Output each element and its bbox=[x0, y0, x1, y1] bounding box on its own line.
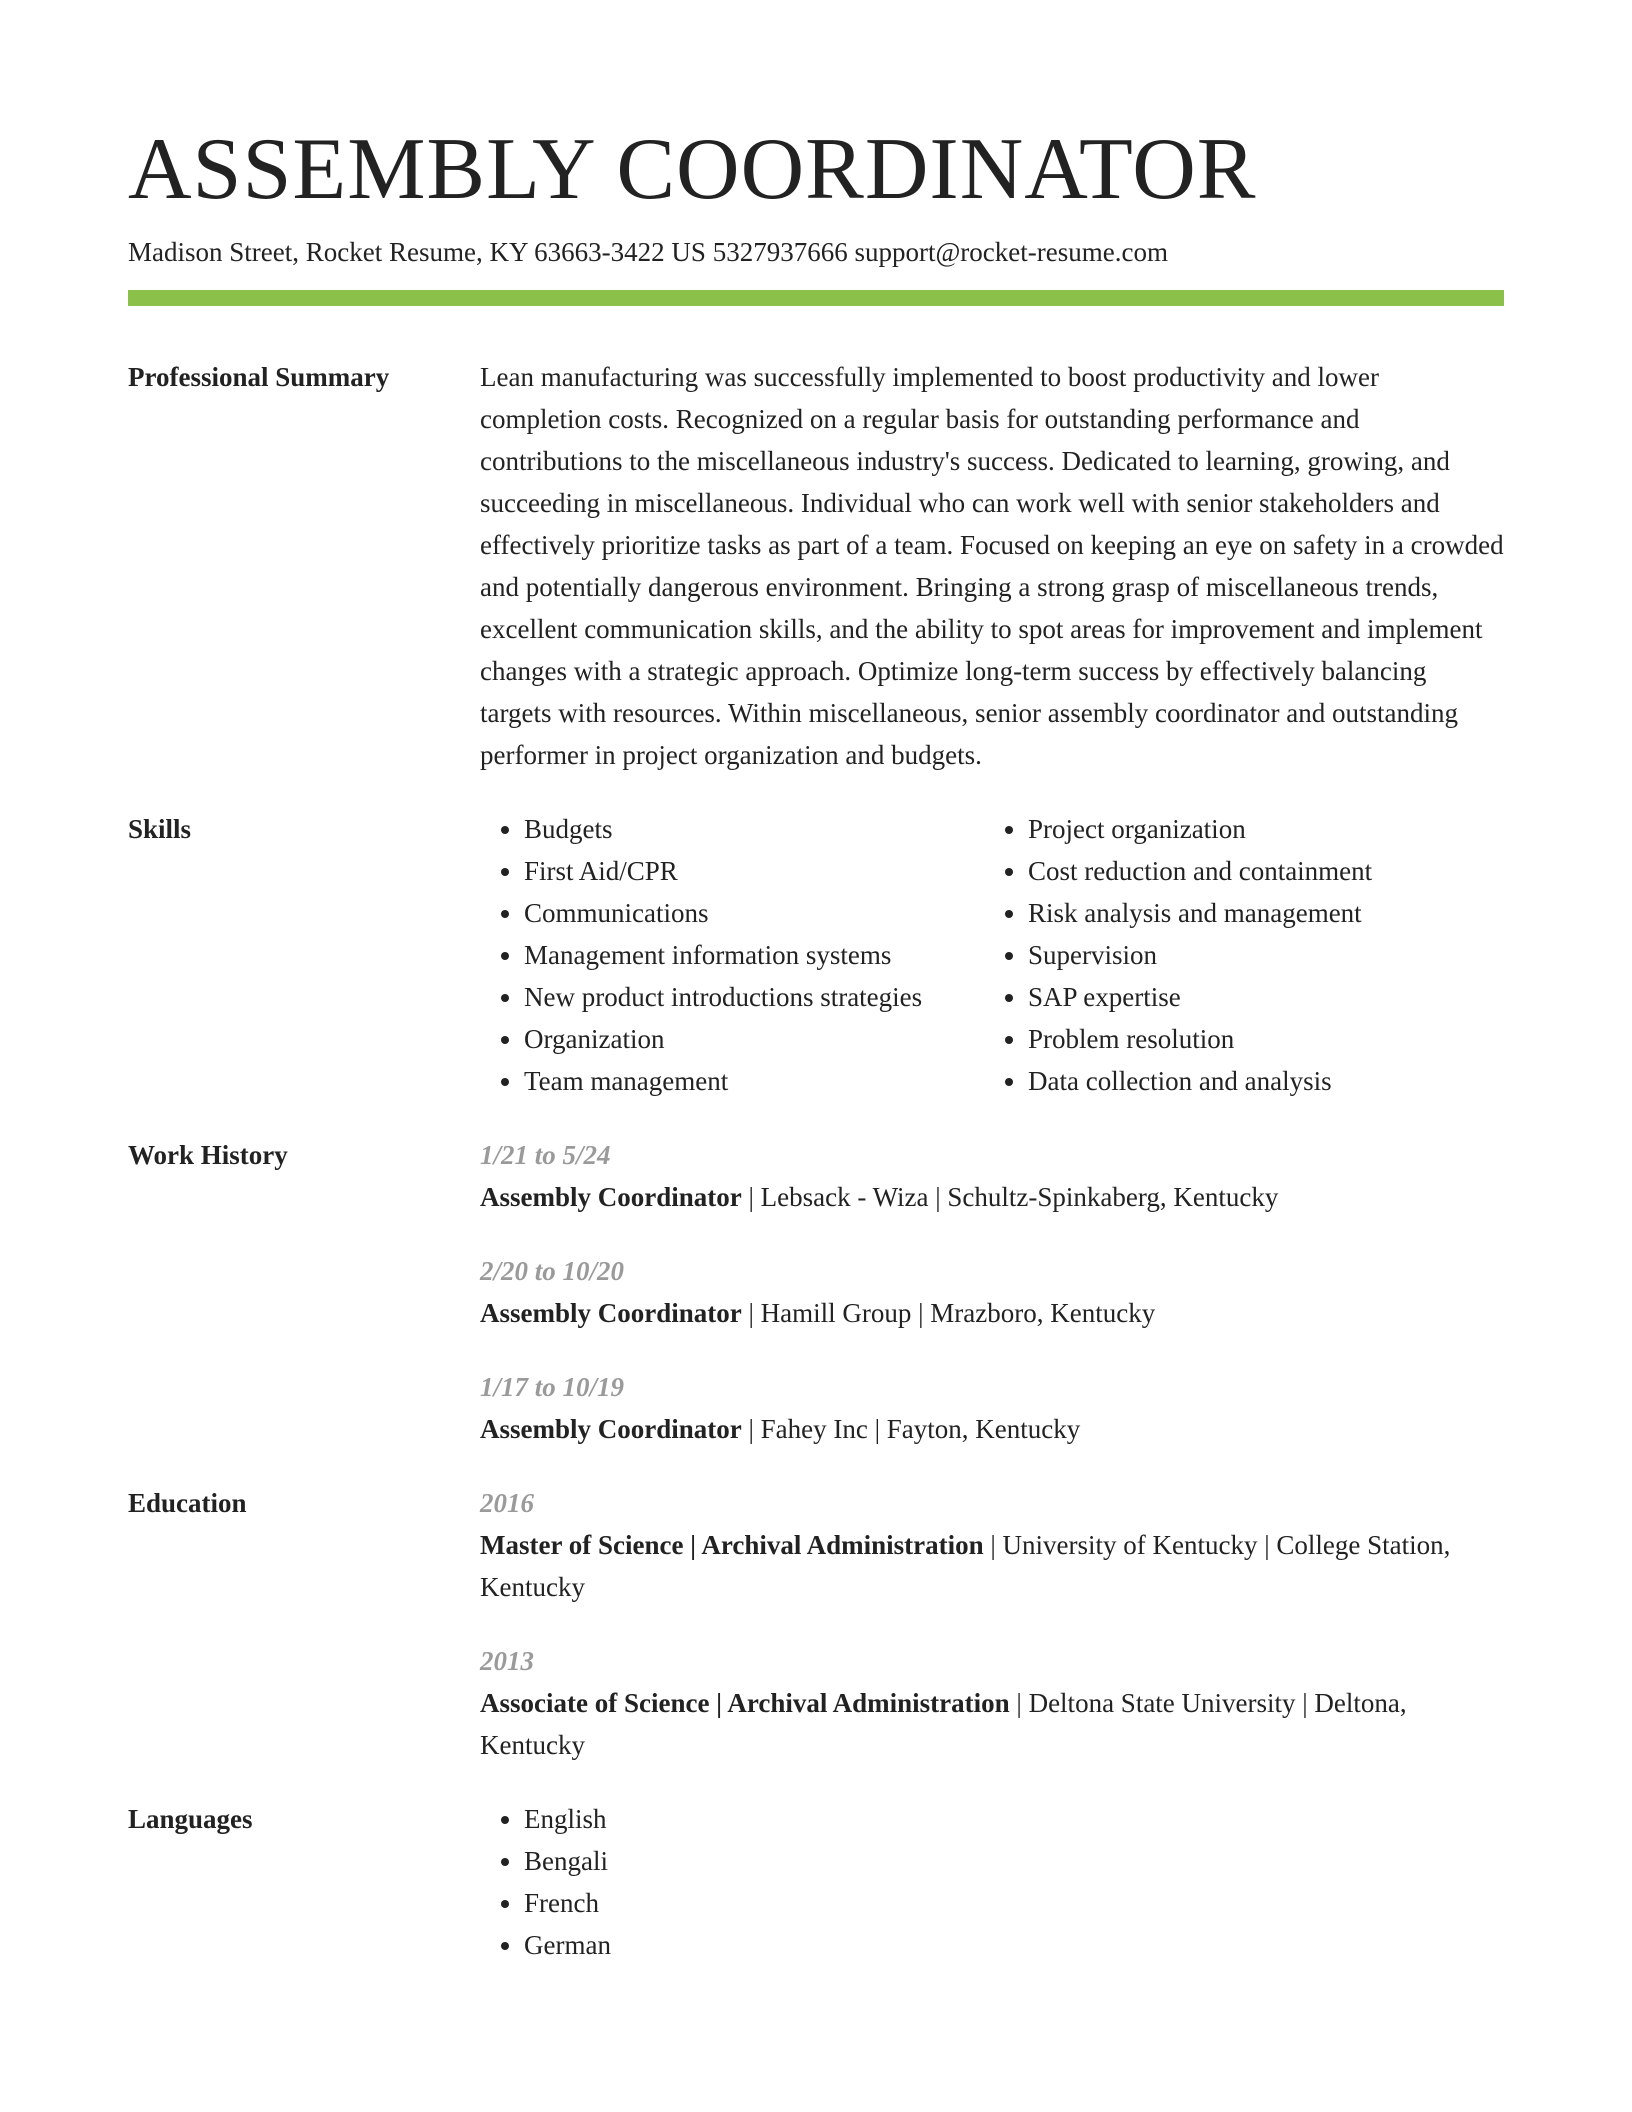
languages-section bbox=[128, 1798, 1504, 1966]
job-title: Assembly Coordinator bbox=[480, 1298, 742, 1328]
school-details: | University of Kentucky | College Station, Kentucky bbox=[480, 1530, 1451, 1602]
job-details: | Hamill Group | Mrazboro, Kentucky bbox=[741, 1298, 1156, 1328]
job-dates: 2/20 to 10/20 bbox=[480, 1256, 625, 1286]
language-item: • English bbox=[524, 1798, 1504, 1840]
job-entry bbox=[480, 1250, 1504, 1334]
job-title: Assembly Coordinator bbox=[480, 1414, 742, 1444]
job-line bbox=[480, 1176, 1504, 1218]
education-label: Education bbox=[128, 1488, 247, 1518]
job-line bbox=[480, 1408, 1504, 1450]
summary-section bbox=[128, 356, 1504, 776]
education-year: 2016 bbox=[480, 1488, 534, 1518]
job-dates: 1/17 to 10/19 bbox=[480, 1372, 625, 1402]
skill-item: • Management information systems bbox=[524, 934, 984, 976]
skill-item: • Risk analysis and management bbox=[1028, 892, 1488, 934]
school-details: | Deltona State University | Deltona, Kentucky bbox=[480, 1688, 1407, 1760]
resume-page bbox=[128, 120, 1504, 1966]
degree: Master of Science | Archival Administration bbox=[480, 1530, 984, 1560]
accent-divider bbox=[128, 290, 1504, 306]
skill-item: • Project organization bbox=[1028, 808, 1488, 850]
job-title: Assembly Coordinator bbox=[480, 1182, 742, 1212]
skill-item: • Supervision bbox=[1028, 934, 1488, 976]
education-line bbox=[480, 1524, 1504, 1608]
education-entries bbox=[480, 1482, 1504, 1766]
job-dates: 1/21 to 5/24 bbox=[480, 1140, 611, 1170]
job-details: | Lebsack - Wiza | Schultz-Spinkaberg, Kentucky bbox=[741, 1182, 1279, 1212]
skill-item: • Cost reduction and containment bbox=[1028, 850, 1488, 892]
skill-item: • Communications bbox=[524, 892, 984, 934]
skill-item: • Budgets bbox=[524, 808, 984, 850]
summary-label: Professional Summary bbox=[128, 362, 390, 392]
education-year: 2013 bbox=[480, 1646, 534, 1676]
job-entry bbox=[480, 1366, 1504, 1450]
work-history-section bbox=[128, 1134, 1504, 1450]
skills-column-1 bbox=[480, 808, 984, 1102]
language-item: • Bengali bbox=[524, 1840, 1504, 1882]
resume-title: ASSEMBLY COORDINATOR bbox=[128, 121, 1257, 218]
skill-item: • New product introductions strategies bbox=[524, 976, 984, 1018]
work-history-entries bbox=[480, 1134, 1504, 1450]
education-section bbox=[128, 1482, 1504, 1766]
skill-item: • First Aid/CPR bbox=[524, 850, 984, 892]
languages-list-wrap bbox=[480, 1798, 1504, 1966]
skill-item: • Problem resolution bbox=[1028, 1018, 1488, 1060]
skill-item: • Organization bbox=[524, 1018, 984, 1060]
job-line bbox=[480, 1292, 1504, 1334]
summary-text: Lean manufacturing was successfully implemented to boost productivity and lower completion costs. Recognized on a regular basis for outstanding performance and contributions to the miscellaneous industry's success. Dedicated to learning, growing, and succeeding in miscellaneous. Individual who can work well with senior stakeholders and effectively prioritize tasks as part of a team. Focused on keeping an eye on safety in a crowded and potentially dangerous environment. Bringing a strong grasp of miscellaneous trends, excellent communication skills, and the ability to spot areas for improvement and implement changes with a strategic approach. Optimize long-term success by effectively balancing targets with resources. Within miscellaneous, senior assembly coordinator and outstanding performer in project organization and budgets. bbox=[480, 362, 1504, 770]
contact-line: Madison Street, Rocket Resume, KY 63663-3422 US 5327937666 support@rocket-resume.com bbox=[128, 237, 1168, 267]
skills-columns bbox=[480, 808, 1504, 1102]
skill-item: • Data collection and analysis bbox=[1028, 1060, 1488, 1102]
education-line bbox=[480, 1682, 1504, 1766]
languages-label: Languages bbox=[128, 1804, 253, 1834]
skill-item: • SAP expertise bbox=[1028, 976, 1488, 1018]
skill-item: • Team management bbox=[524, 1060, 984, 1102]
language-item: • French bbox=[524, 1882, 1504, 1924]
skills-label: Skills bbox=[128, 814, 192, 844]
job-entry bbox=[480, 1134, 1504, 1218]
education-entry bbox=[480, 1482, 1504, 1608]
languages-list bbox=[480, 1798, 1504, 1966]
skills-section bbox=[128, 808, 1504, 1102]
education-entry bbox=[480, 1640, 1504, 1766]
job-details: | Fahey Inc | Fayton, Kentucky bbox=[741, 1414, 1081, 1444]
degree: Associate of Science | Archival Administration bbox=[480, 1688, 1010, 1718]
work-history-label: Work History bbox=[128, 1140, 288, 1170]
skills-column-2 bbox=[984, 808, 1488, 1102]
language-item: • German bbox=[524, 1924, 1504, 1966]
